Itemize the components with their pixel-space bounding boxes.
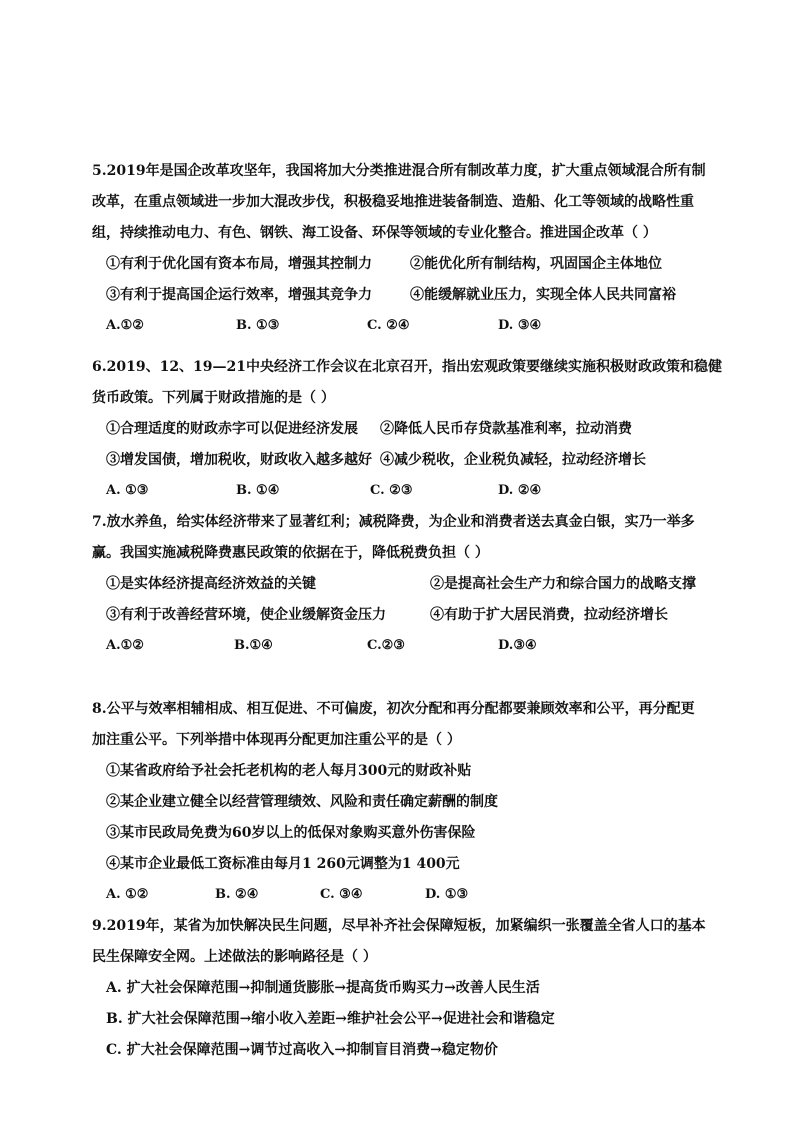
q5-option-4: ④能缓解就业压力，实现全体人民共同富裕	[410, 287, 676, 303]
q7-stem-line-2: 赢。我国实施减税降费惠民政策的依据在于，降低税费负担（ ）	[92, 545, 489, 561]
q6-answer-b: B. ①④	[236, 483, 280, 498]
q7-option-4: ④有助于扩大居民消费，拉动经济增长	[430, 607, 668, 623]
q6-stem-line-2: 货币政策。下列属于财政措施的是（ ）	[92, 390, 335, 406]
q9-option-c: C. 扩大社会保障范围→调节过高收入→抑制盲目消费→稳定物价	[106, 1042, 498, 1058]
q8-answer-a: A. ①②	[106, 887, 149, 902]
q8-answer-c: C. ③④	[320, 887, 363, 902]
q7-option-3: ③有利于改善经营环境，使企业缓解资金压力	[106, 607, 386, 623]
q7-answer-d: D.③④	[498, 638, 537, 653]
q6-answer-c: C. ②③	[370, 483, 413, 498]
q5-answer-d: D. ③④	[498, 318, 542, 333]
q9-option-a: A. 扩大社会保障范围→抑制通货膨胀→提高货币购买力→改善人民生活	[106, 980, 540, 996]
q8-option-4: ④某市企业最低工资标准由每月1 260元调整为1 400元	[106, 856, 460, 872]
q5-option-3: ③有利于提高国企运行效率，增强其竞争力	[106, 287, 372, 303]
q7-answer-c: C.②③	[367, 638, 405, 653]
q6-stem-line-1: 6.2019、12、19—21中央经济工作会议在北京召开，指出宏观政策要继续实施积极财政政策和稳健	[92, 359, 723, 375]
q5-answer-c: C. ②④	[367, 318, 410, 333]
q7-answer-b: B.①④	[234, 638, 273, 653]
q7-stem-line-1: 7.放水养鱼，给实体经济带来了显著红利；减税降费，为企业和消费者送去真金白银，实乃一举多	[92, 514, 695, 530]
q6-option-4: ④减少税收，企业税负减轻，拉动经济增长	[380, 452, 646, 468]
q8-option-1: ①某省政府给予社会托老机构的老人每月300元的财政补贴	[106, 763, 472, 779]
q8-answer-d: D. ①③	[425, 887, 469, 902]
q6-answer-d: D. ②④	[498, 483, 542, 498]
q5-option-2: ②能优化所有制结构，巩固国企主体地位	[410, 256, 662, 272]
q7-option-2: ②是提高社会生产力和综合国力的战略支撑	[430, 576, 696, 592]
q5-stem-line-1: 5.2019年是国企改革攻坚年，我国将加大分类推进混合所有制改革力度，扩大重点领域混合所有制	[92, 163, 706, 179]
q8-stem-line-2: 加注重公平。下列举措中体现再分配更加注重公平的是（ ）	[92, 732, 461, 748]
q8-stem-line-1: 8.公平与效率相辅相成、相互促进、不可偏废，初次分配和再分配都要兼顾效率和公平，再分配更	[92, 701, 695, 717]
q6-option-2: ②降低人民币存贷款基准利率，拉动消费	[380, 421, 632, 437]
q7-option-1: ①是实体经济提高经济效益的关键	[106, 576, 316, 592]
q5-option-1: ①有利于优化国有资本布局，增强其控制力	[106, 256, 372, 272]
q9-stem-line-2: 民生保障安全网。上述做法的影响路径是（ ）	[92, 949, 377, 965]
q9-option-b: B. 扩大社会保障范围→缩小收入差距→维护社会公平→促进社会和谐稳定	[106, 1011, 555, 1027]
q5-answer-b: B. ①③	[236, 318, 280, 333]
q8-option-3: ③某市民政局免费为60岁以上的低保对象购买意外伤害保险	[106, 825, 476, 841]
q9-stem-line-1: 9.2019年，某省为加快解决民生问题，尽早补齐社会保障短板，加紧编织一张覆盖全省人口的基本	[92, 918, 706, 934]
q7-answer-a: A.①②	[106, 638, 144, 653]
q8-option-2: ②某企业建立健全以经营管理绩效、风险和责任确定薪酬的制度	[106, 794, 498, 810]
q6-option-3: ③增发国债，增加税收，财政收入越多越好	[106, 452, 372, 468]
q6-option-1: ①合理适度的财政赤字可以促进经济发展	[106, 421, 358, 437]
q8-answer-b: B. ②④	[215, 887, 259, 902]
q5-stem-line-2: 改革，在重点领域进一步加大混改步伐，积极稳妥地推进装备制造、造船、化工等领域的战略性重	[92, 194, 694, 210]
q5-stem-line-3: 组，持续推动电力、有色、钢铁、海工设备、环保等领域的专业化整合。推进国企改革（ ）	[92, 225, 657, 241]
q6-answer-a: A. ①③	[106, 483, 149, 498]
q5-answer-a: A.①②	[106, 318, 144, 333]
